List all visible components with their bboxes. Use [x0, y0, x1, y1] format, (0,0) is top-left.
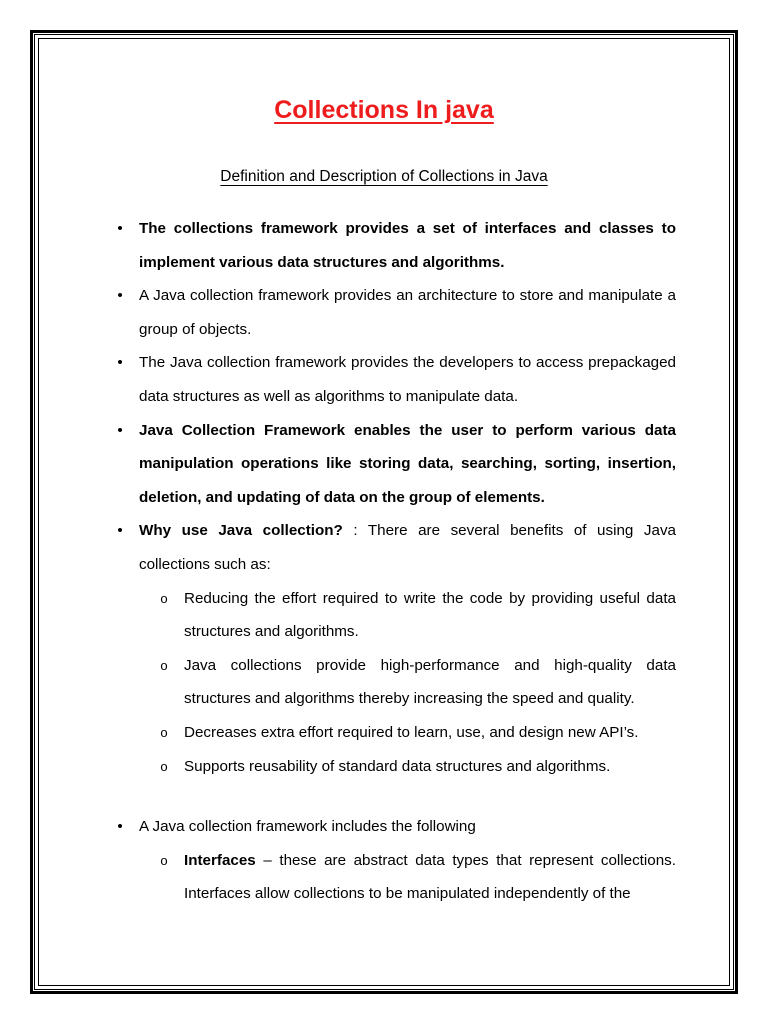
list-item: [114, 514, 676, 581]
spacer: [114, 783, 676, 810]
bullet-marker: •: [117, 818, 123, 836]
bullet-marker: •: [117, 220, 123, 237]
sub-list-item: [114, 649, 676, 716]
sub-bullet-marker: o: [160, 724, 168, 740]
item-text: The collections framework provides a set of interfaces and classes to implement various data structures and algorithms.: [139, 220, 676, 271]
sub-list-item: [114, 844, 676, 911]
bullet-marker: •: [117, 421, 123, 439]
item-text: Reducing the effort required to write the code by providing useful data structures and algorithms.: [184, 589, 676, 641]
item-text: A Java collection framework provides an architecture to store and manipulate a group of objects.: [139, 287, 676, 338]
list-item: [114, 414, 676, 515]
item-text-bold: Interfaces: [184, 851, 256, 869]
page-title: Collections In java: [274, 96, 494, 124]
item-text: Decreases extra effort required to learn, use, and design new API’s.: [184, 723, 639, 741]
item-text: The Java collection framework provides the developers to access prepackaged data structures as well as algorithms to manipulate data.: [139, 354, 676, 405]
list-item: [114, 346, 676, 413]
list-item: [114, 212, 676, 279]
sub-bullet-marker: o: [160, 657, 168, 673]
bullet-marker: •: [117, 354, 123, 372]
item-text: A Java collection framework includes the following: [139, 818, 476, 836]
item-text: : There are several benefits of using Java collections such as:: [139, 522, 676, 573]
sub-bullet-marker: o: [160, 852, 168, 868]
sub-list-item: [114, 582, 676, 649]
item-text: – these are abstract data types that represent collections. Interfaces allow collections to be manipulated independently of the: [184, 851, 676, 903]
bullet-marker: •: [117, 287, 123, 305]
item-text: Java Collection Framework enables the user to perform various data manipulation operations like storing data, searching, sorting, insertion, deletion, and updating of data on the group of elements.: [139, 421, 676, 506]
item-text: Java collections provide high-performance and high-quality data structures and algorithms thereby increasing the speed and quality.: [184, 656, 676, 708]
bullet-marker: •: [117, 522, 123, 540]
page-subtitle: Definition and Description of Collections in Java: [220, 168, 548, 185]
sub-bullet-marker: o: [160, 590, 168, 606]
list-item: [114, 279, 676, 346]
item-text-bold: Why use Java collection?: [139, 522, 343, 540]
sub-bullet-marker: o: [160, 758, 168, 774]
sub-list-item: [114, 750, 676, 784]
list-item: [114, 810, 676, 844]
bullet-list: [114, 212, 676, 911]
sub-list-item: [114, 716, 676, 750]
item-text: Supports reusability of standard data structures and algorithms.: [184, 757, 611, 775]
